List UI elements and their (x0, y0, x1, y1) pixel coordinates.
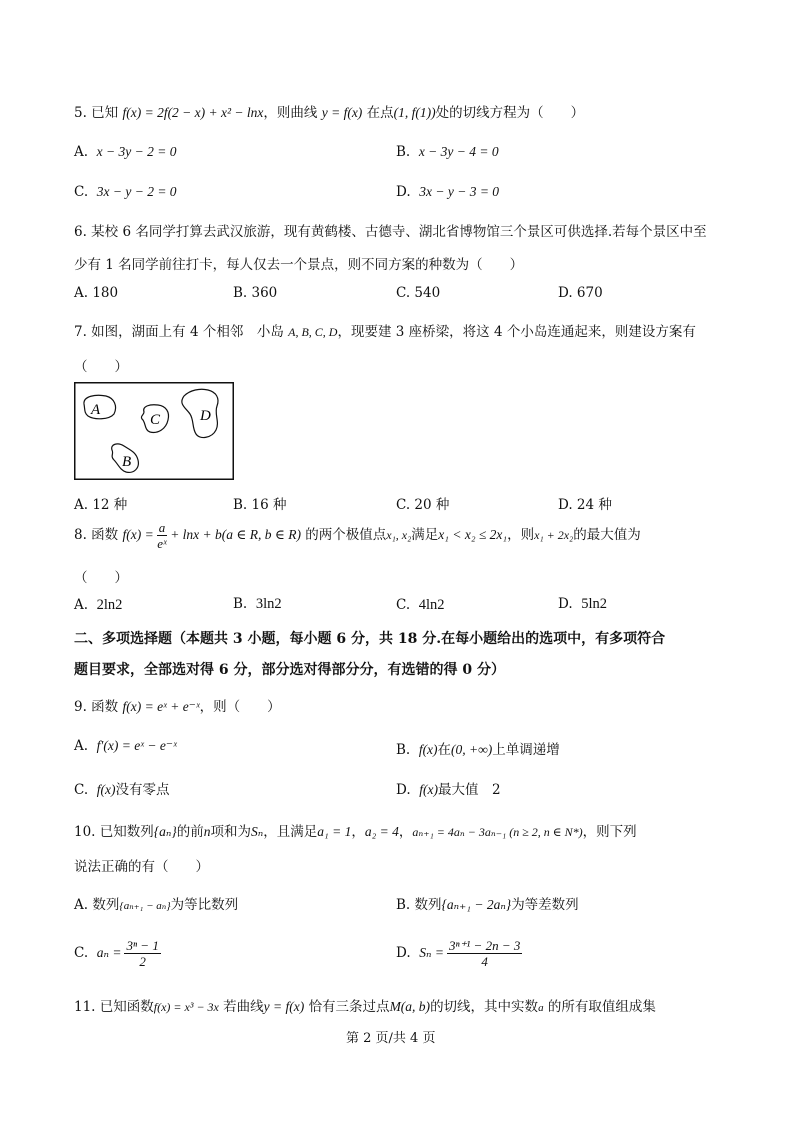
q8-text: ，则 (507, 527, 535, 543)
option-value: 5ln2 (581, 596, 608, 612)
q8-stem-line2: （ ） (74, 570, 128, 586)
option-value: 4ln2 (418, 597, 445, 613)
q10-text: ， (351, 824, 365, 840)
option-value: f(x) (419, 782, 438, 797)
q5-stem (74, 101, 584, 121)
q10-a2: a₂ = 4 (364, 824, 399, 839)
q10-option-d[interactable] (396, 931, 525, 975)
q5-option-d[interactable] (396, 184, 499, 200)
q10-stem (74, 820, 637, 840)
q10-text: ，且满足 (263, 824, 318, 840)
q8-option-c[interactable] (396, 597, 445, 614)
q5-text: ，则曲线 (263, 105, 318, 121)
q10-text: 的前 (176, 824, 204, 840)
q7-stem-line2: （ ） (74, 359, 128, 375)
q5-text: 处的切线方程为（ ） (435, 105, 585, 121)
q9-formula: f(x) = eˣ + e⁻ˣ (122, 699, 200, 714)
q10-text: ， (398, 824, 413, 840)
q8-f-right: + lnx + b(a ∈ R, b ∈ R) (170, 527, 301, 542)
q10-text: ，则下列 (582, 824, 637, 840)
option-letter: B. (396, 144, 411, 160)
option-letter: A. 数列 (74, 897, 120, 913)
option-value: 3x − y − 3 = 0 (419, 184, 500, 199)
q5-curve: y = f(x) (321, 105, 363, 120)
q10-option-b[interactable] (396, 893, 579, 913)
option-fraction (124, 938, 160, 969)
q5-text: 在点 (366, 105, 394, 121)
q9-text: ，则（ ） (199, 699, 281, 715)
option-value: {aₙ₊₁ − aₙ} (119, 900, 171, 912)
option-value: 3ln2 (255, 596, 282, 612)
lake-frame (75, 383, 234, 480)
fraction-numerator: 3ⁿ⁺¹ − 2n − 3 (448, 938, 521, 953)
option-letter: A. (74, 597, 89, 613)
option-value: f(x) (418, 742, 438, 757)
q6-option-d[interactable]: D. 670 (558, 285, 603, 301)
q10-stem-line2: 说法正确的有（ ） (74, 859, 209, 875)
option-text: 在 (437, 742, 452, 758)
q6-option-a[interactable]: A. 180 (74, 285, 119, 301)
q11-text: 恰有三条过点 (308, 999, 390, 1015)
option-text: 为等比数列 (170, 897, 239, 913)
option-value: {aₙ₊₁ − 2aₙ} (441, 897, 512, 912)
q9-option-a[interactable] (74, 738, 177, 754)
q10-text: 项和为 (210, 824, 252, 840)
island-label-b: B (122, 454, 132, 470)
q7-option-a[interactable]: A. 12 种 (74, 497, 128, 513)
option-letter: D. (558, 596, 573, 612)
q8-condition: x₁ < x₂ ≤ 2x₁ (438, 527, 508, 542)
option-value: x − 3y − 4 = 0 (418, 144, 499, 159)
q11-point: M(a, b) (389, 999, 431, 1014)
option-letter: B. 数列 (396, 897, 442, 913)
q7-text: 7. 如图，湖面上有 4 个相邻 小岛 (74, 324, 284, 340)
q8-option-a[interactable] (74, 597, 122, 614)
q7-islands: A, B, C, D (288, 325, 338, 339)
option-letter: B. (233, 596, 248, 612)
option-letter: C. (74, 782, 89, 798)
q8-text: 的两个极值点 (305, 527, 387, 543)
q10-n: n (203, 824, 211, 839)
q10-recurrence: aₙ₊₁ = 4aₙ − 3aₙ₋₁ (n ≥ 2, n ∈ N*) (412, 825, 583, 839)
q8-points: x₁, x₂ (386, 528, 412, 542)
q7-option-c[interactable]: C. 20 种 (396, 497, 450, 513)
option-letter: C. (396, 597, 411, 613)
q9-text: 9. 函数 (74, 699, 119, 715)
q10-sn: Sₙ (251, 824, 264, 839)
q8-text: 满足 (411, 527, 439, 543)
q8-fraction (157, 520, 168, 551)
option-letter: D. (396, 782, 411, 798)
q11-text: 11. 已知函数 (74, 999, 154, 1015)
island-figure (74, 382, 234, 480)
q5-point: (1, f(1)) (393, 105, 436, 120)
q10-a1: a₁ = 1 (317, 824, 352, 839)
q8-option-b[interactable] (233, 596, 282, 613)
q11-curve: y = f(x) (263, 999, 305, 1014)
option-letter: B. (396, 742, 411, 758)
q7-stem-line1 (74, 320, 696, 340)
q10-seq: {aₙ} (153, 824, 177, 839)
option-fraction (447, 938, 522, 969)
q11-formula: f(x) = x³ − 3x (153, 1000, 219, 1014)
q7-option-b[interactable]: B. 16 种 (233, 497, 287, 513)
q9-option-c[interactable] (74, 778, 169, 798)
option-letter: D. (396, 184, 411, 200)
q11-a: a (538, 1002, 544, 1014)
fraction-denominator: 2 (139, 954, 146, 969)
option-value: 3x − y − 2 = 0 (96, 184, 177, 199)
q9-option-d[interactable] (396, 778, 501, 798)
q8-option-d[interactable] (558, 596, 607, 613)
q5-text: 5. 已知 (74, 105, 119, 121)
option-letter: C. (74, 945, 89, 961)
q8-expression: x₁ + 2x₂ (534, 528, 574, 542)
q10-option-a[interactable] (74, 893, 238, 913)
q6-option-b[interactable]: B. 360 (233, 285, 278, 301)
option-letter: A. (74, 738, 89, 754)
q5-formula: f(x) = 2f(2 − x) + x² − lnx (122, 105, 264, 120)
island-label-d: D (200, 408, 211, 424)
fraction-denominator: 4 (481, 954, 488, 969)
option-letter: A. (74, 144, 89, 160)
q11-text: 若曲线 (223, 999, 264, 1015)
fraction-numerator: 3ⁿ − 1 (126, 938, 159, 953)
option-text: 没有零点 (115, 782, 170, 798)
q6-stem-line2: 少有 1 名同学前往打卡，每人仅去一个景点，则不同方案的种数为（ ） (74, 257, 524, 273)
option-value: x − 3y − 2 = 0 (96, 144, 177, 159)
q10-option-c[interactable] (74, 931, 164, 975)
option-interval: (0, +∞) (451, 742, 493, 757)
page-footer: 第 2 页/共 4 页 (346, 1031, 436, 1046)
island-label-a: A (91, 402, 101, 418)
section2-heading-line2: 题目要求，全部选对得 6 分，部分选对得部分分，有选错的得 0 分） (74, 662, 505, 678)
option-value: f(x) (96, 782, 116, 797)
q5-option-b[interactable] (396, 144, 499, 160)
q7-text: ，现要建 3 座桥梁，将这 4 个小岛连通起来，则建设方案有 (337, 324, 696, 340)
fraction-numerator: a (158, 520, 166, 535)
q6-option-c[interactable]: C. 540 (396, 285, 441, 301)
q8-text: 的最大值为 (573, 527, 641, 543)
option-value: 2ln2 (96, 597, 123, 613)
q5-option-a[interactable] (74, 144, 176, 160)
option-letter: C. (74, 184, 89, 200)
q8-text: 8. 函数 (74, 527, 119, 543)
q10-text: 10. 已知数列 (74, 824, 154, 840)
q8-f-left: f(x) = (122, 527, 154, 542)
q7-option-d[interactable]: D. 24 种 (558, 497, 612, 513)
option-text: 为等差数列 (511, 897, 579, 913)
q11-text: 的所有取值组成集 (547, 999, 656, 1015)
option-text: 最大值 2 (437, 782, 501, 798)
section2-heading-line1: 二、多项选择题（本题共 3 小题，每小题 6 分，共 18 分.在每小题给出的选项中，有多项符合 (74, 631, 666, 647)
option-letter: D. (396, 945, 411, 961)
q9-option-b[interactable] (396, 738, 560, 758)
q8-stem (74, 518, 641, 552)
q11-stem (74, 995, 656, 1015)
q6-stem-line1: 6. 某校 6 名同学打算去武汉旅游，现有黄鹤楼、古德寺、湖北省博物馆三个景区可供选择.若每个景区中至 (74, 224, 707, 240)
option-lhs: aₙ = (96, 945, 122, 960)
q5-option-c[interactable] (74, 184, 177, 200)
option-value: f′(x) = eˣ − e⁻ˣ (96, 738, 177, 753)
option-lhs: Sₙ = (419, 945, 444, 960)
island-label-c: C (150, 412, 161, 428)
q9-stem (74, 695, 281, 715)
option-text: 上单调递增 (492, 742, 560, 758)
q11-text: 的切线，其中实数 (430, 999, 539, 1015)
fraction-denominator: eˣ (157, 536, 167, 551)
